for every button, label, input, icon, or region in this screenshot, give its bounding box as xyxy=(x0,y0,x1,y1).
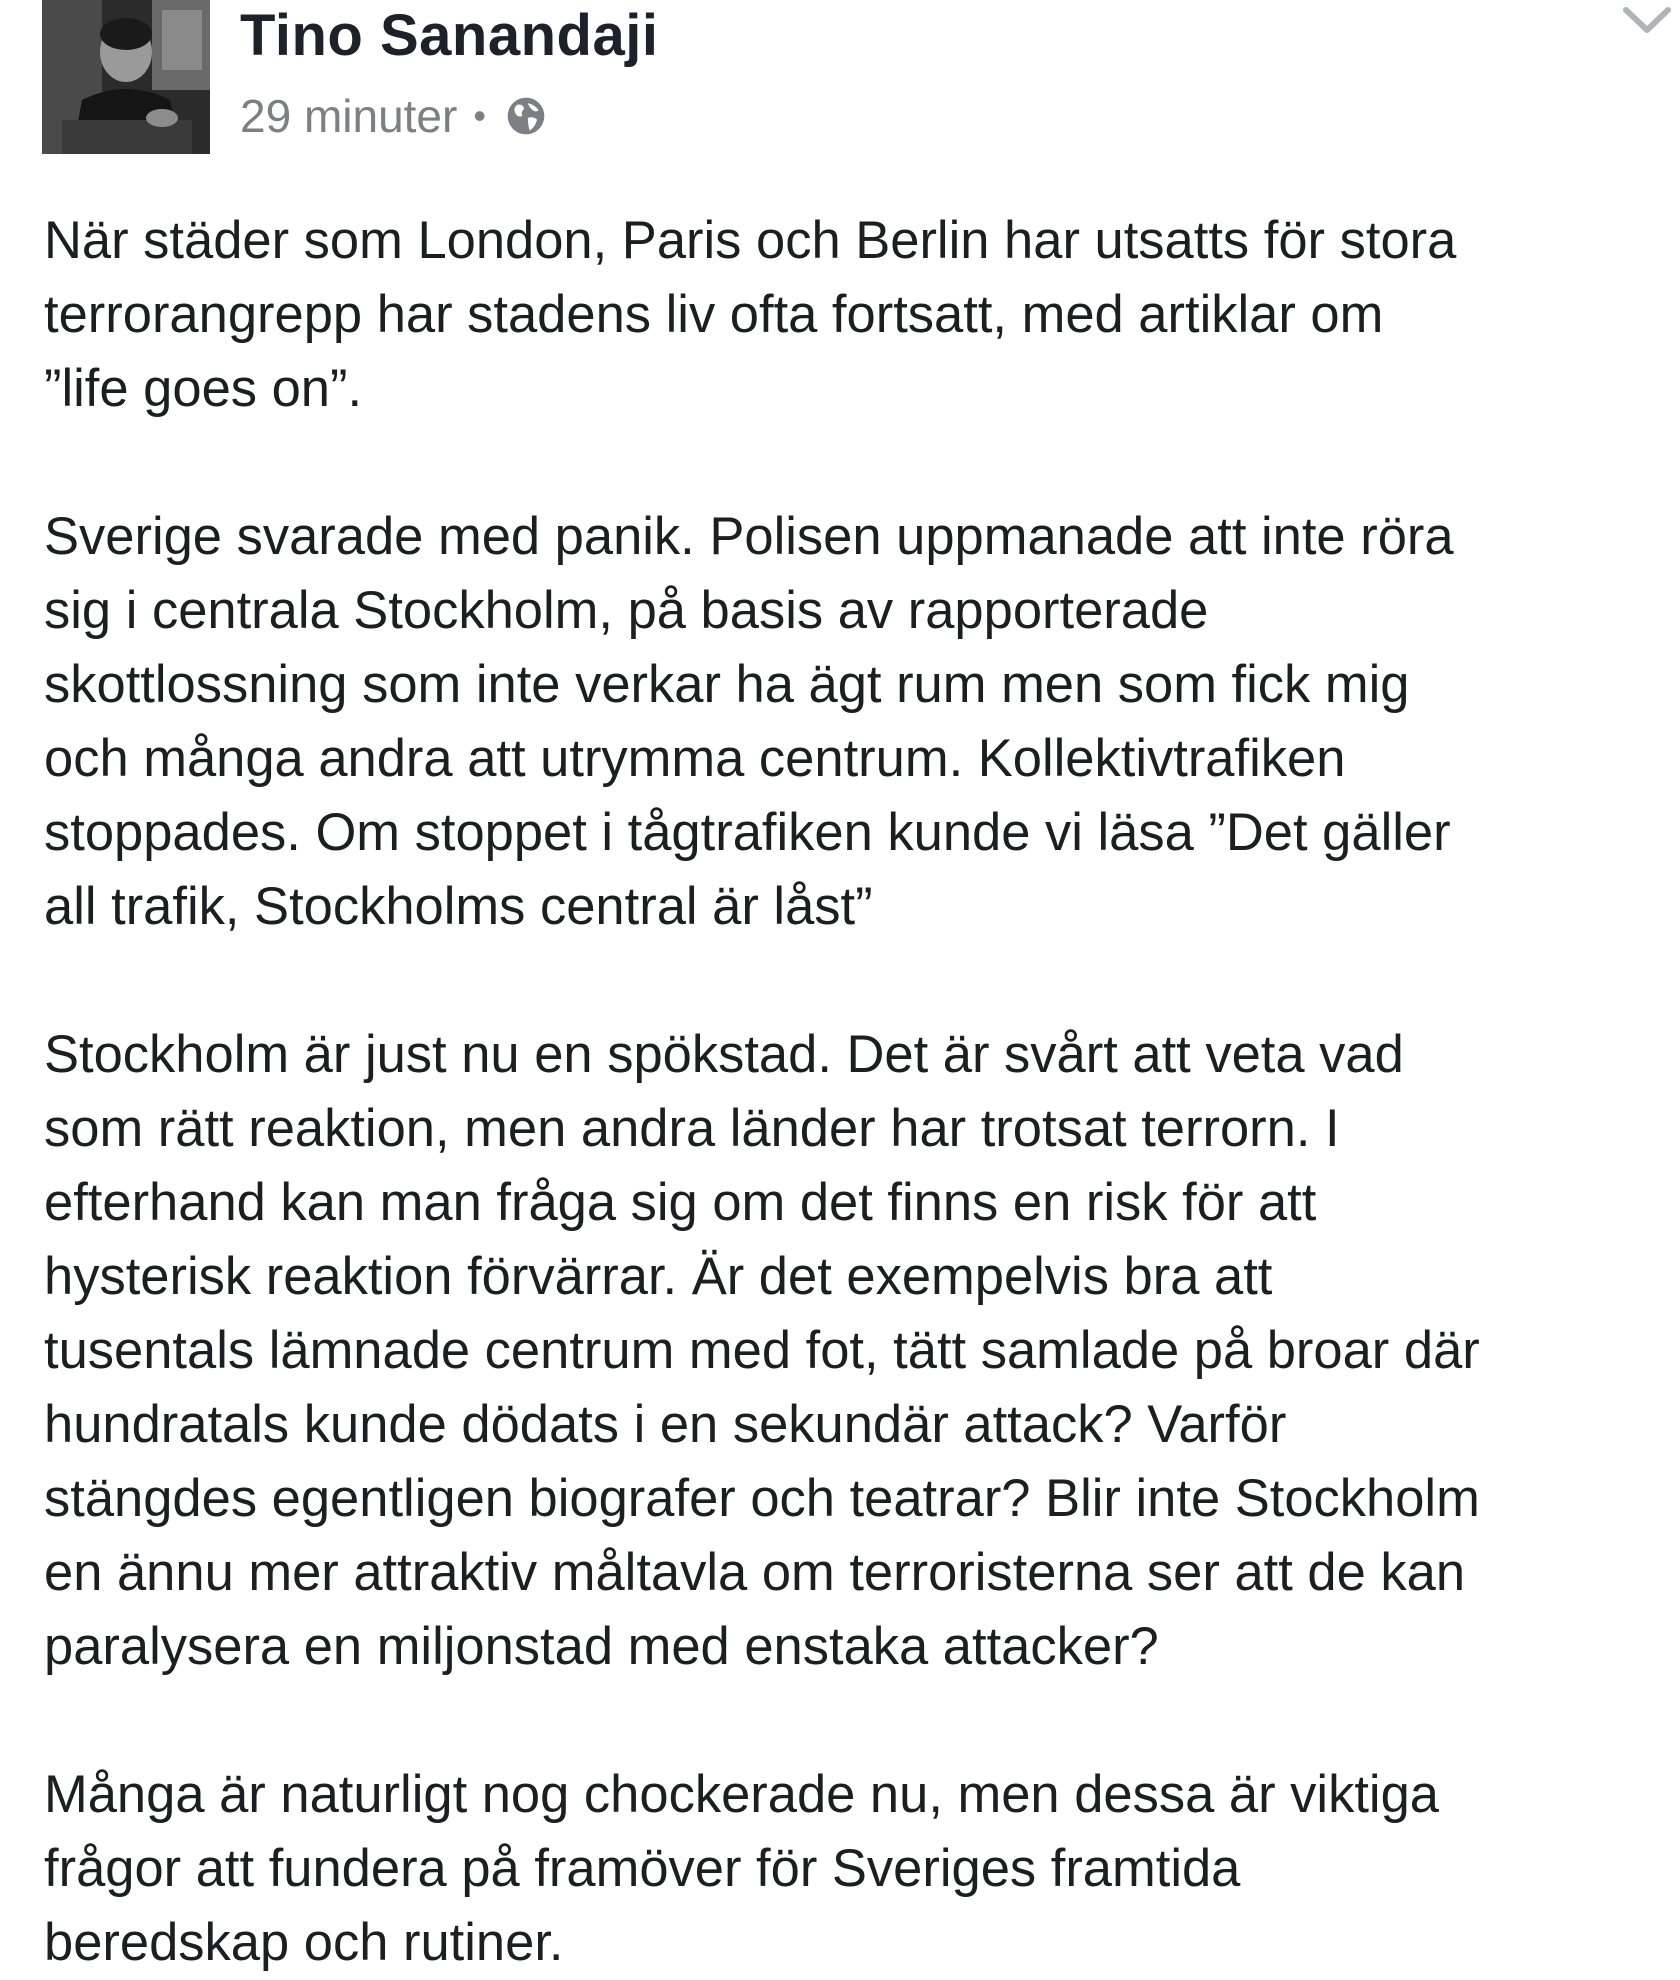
globe-icon[interactable] xyxy=(504,94,548,138)
post-timestamp[interactable]: 29 minuter xyxy=(240,90,458,142)
author-name[interactable]: Tino Sanandaji xyxy=(240,3,659,68)
meta-separator: • xyxy=(473,95,486,136)
author-avatar[interactable] xyxy=(42,0,210,154)
post-paragraph: Stockholm är just nu en spökstad. Det är svårt att veta vad som rätt reaktion, men andra länder har trotsat terrorn. I efterhand kan man fråga sig om det finns en risk för att hysterisk reaktion förvärrar. Är det exempelvis bra att tusentals lämnade centrum med fot, tätt samlade på broar där hundratals kunde dödats i en sekundär attack? Varför stängdes egentligen biografer och teatrar? Blir inte Stockholm en ännu mer attraktiv måltavla om terroristerna ser att de kan paralysera en miljonstad med enstaka attacker? xyxy=(44,1025,1480,1676)
post-meta xyxy=(240,88,548,144)
profile-photo xyxy=(42,0,210,154)
post-paragraph: Många är naturligt nog chockerade nu, men dessa är viktiga frågor att fundera på framöver för Sveriges framtida beredskap och rutiner. xyxy=(44,1765,1439,1972)
chevron-down-icon[interactable] xyxy=(1614,0,1680,40)
post-body xyxy=(44,204,1674,1980)
post-paragraph: När städer som London, Paris och Berlin har utsatts för stora terrorangrepp har stadens liv ofta fortsatt, med artiklar om ”life goes on”. xyxy=(44,211,1457,418)
post-paragraph: Sverige svarade med panik. Polisen uppmanade att inte röra sig i centrala Stockholm, på basis av rapporterade skottlossning som inte verkar ha ägt rum men som fick mig och många andra att utrymma centrum. Kollektivtrafiken stoppades. Om stoppet i tågtrafiken kunde vi läsa ”Det gäller all trafik, Stockholms central är låst” xyxy=(44,507,1454,936)
